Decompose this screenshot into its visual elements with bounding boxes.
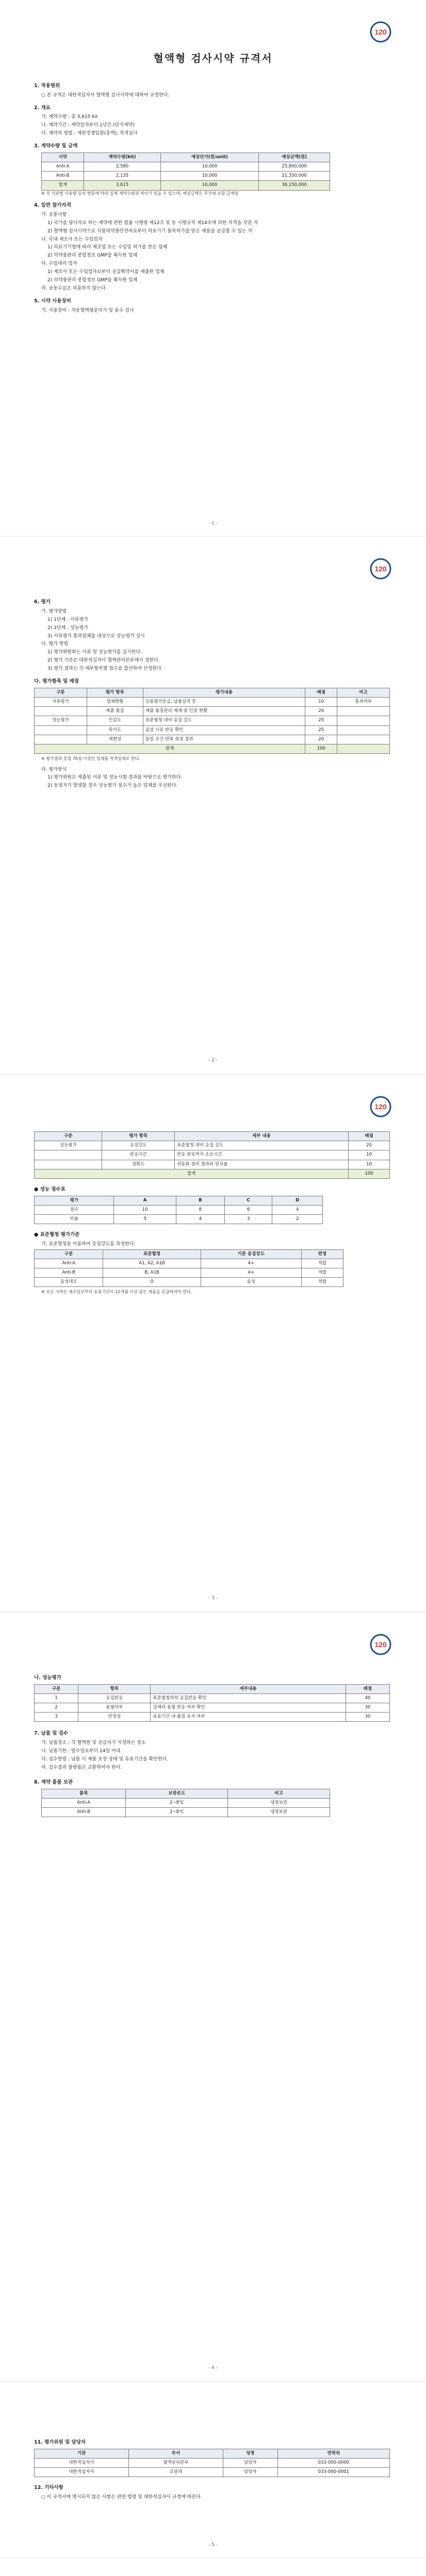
page2-content: [34, 594, 390, 791]
table-header: 성명: [223, 2449, 278, 2458]
table-row: [35, 1259, 343, 1268]
table-cell: 대한적십자사: [35, 2458, 129, 2467]
table-cell: 25: [305, 716, 337, 725]
table-header: 항목: [78, 1684, 151, 1693]
quantity-note: ※ 각 기관별 사용량 등의 변동에 따라 실제 계약수량과 차이가 있을 수 있으며, 예상금액은 부가세 포함 금액임: [41, 191, 239, 196]
method-line: 라. 평가방식: [41, 767, 67, 772]
table-cell: 신용평가등급, 납품실적 등: [143, 698, 305, 707]
table-cell: 100: [305, 744, 337, 753]
table-row: [35, 1693, 390, 1703]
table-cell: 2~8℃: [126, 1798, 228, 1807]
table-cell: 3,615: [84, 181, 160, 190]
table-cell: 담당자: [223, 2458, 278, 2467]
table-cell: 2: [35, 1703, 78, 1713]
table-cell: 4: [176, 1214, 224, 1224]
table-cell: 음성: [201, 1278, 301, 1287]
performance-table: [34, 1131, 390, 1179]
table-total-row: [35, 744, 390, 753]
table-cell: 20: [349, 1141, 390, 1150]
table-row: [42, 1807, 330, 1817]
table-header: 구분: [35, 688, 87, 697]
table-cell: 점수: [35, 1205, 114, 1214]
page-4: [0, 1613, 426, 2380]
svg-text:120: 120: [374, 565, 387, 573]
table-cell: 성능평가: [35, 716, 87, 725]
table-header: 비고: [337, 688, 390, 697]
table-row: [35, 725, 390, 735]
performance-list-table: [34, 1684, 390, 1722]
section-4-line: 1) 제조사 또는 수입업자로부터 공급확약서를 제출한 업체: [47, 269, 165, 275]
section-8-title: 8. 계약 물품 보관: [34, 1779, 73, 1785]
document-title: 혈액형 검사시약 규격서: [153, 52, 273, 64]
table-cell: 6: [224, 1205, 272, 1214]
page-5: [0, 2382, 426, 2576]
table-cell: 민감도: [87, 716, 143, 725]
section-4-title: 4. 일반 참가자격: [34, 202, 71, 208]
section-6-line: 3) 서류평가 통과업체를 대상으로 성능평가 실시: [47, 633, 145, 639]
table-cell: 혈액관리본부: [129, 2458, 223, 2467]
section-6-line: 가. 평가방법: [41, 608, 67, 614]
table-cell: 3: [224, 1214, 272, 1224]
section-5-title: 5. 시약 사용장비: [34, 298, 71, 304]
table-cell: 서류평가: [35, 698, 87, 707]
table-cell: 업체현황: [87, 698, 143, 707]
table-cell: [35, 707, 87, 716]
svg-text:120: 120: [374, 1640, 387, 1649]
section-2-line: 나. 계약기간 : 계약일자부터 1년간 (단가계약): [41, 123, 135, 128]
contact-title: 11. 평가위원 및 담당자: [34, 2439, 86, 2445]
table-cell: 2~8℃: [126, 1807, 228, 1817]
table-cell: 안정성: [78, 1713, 151, 1722]
section-12-title: 12. 기타사항: [34, 2485, 63, 2491]
table-cell: 통과여부: [337, 698, 390, 707]
table-cell: 적합: [301, 1268, 343, 1278]
table-header: 예상금액(원): [259, 152, 330, 162]
table-cell: [337, 707, 390, 716]
table-cell: 유효기간 내 품질 유지 여부: [151, 1713, 346, 1722]
table-cell: 음성대조: [35, 1278, 103, 1287]
page-number: - 1 -: [208, 521, 218, 526]
table-cell: 적합: [301, 1259, 343, 1268]
table-header: 표준혈청: [103, 1249, 201, 1259]
section-4-line: 1) 의료기기법에 따라 제조업 또는 수입업 허가를 받은 업체: [47, 245, 168, 250]
table-cell: 3: [35, 1713, 78, 1722]
table-header: 평가: [35, 1196, 114, 1205]
table-cell: 36,150,000: [259, 181, 330, 190]
table-cell: 재현성: [87, 735, 143, 744]
section-6-title: 6. 평가: [34, 599, 51, 605]
table-cell: 반응시간: [102, 1150, 175, 1160]
table-cell: 100: [349, 1169, 390, 1178]
table-header: 시약: [42, 152, 84, 162]
table-total-row: [42, 181, 330, 190]
table-cell: 정확도: [102, 1160, 175, 1169]
section-4-line: 라. 공동수급은 허용하지 않는다.: [41, 286, 107, 292]
table-cell: 20: [305, 707, 337, 716]
table-header: 구분: [35, 1684, 78, 1693]
table-cell: 음성 시료 반응 확인: [143, 725, 305, 735]
section-7-line: 라. 검수결과 불량품은 교환하여야 한다.: [41, 1765, 122, 1770]
table-cell: 대한적십자사: [35, 2468, 129, 2477]
page5-content: [34, 2434, 390, 2502]
section-4-line: 1) 국가를 당사자로 하는 계약에 관한 법률 시행령 제12조 및 동 시행규칙 제14조에 의한 자격을 갖춘 자: [47, 220, 258, 226]
table-cell: 제품 품질: [87, 707, 143, 716]
table-row: [42, 1798, 330, 1807]
table-cell: [35, 725, 87, 735]
page-number: - 5 -: [208, 2543, 218, 2548]
table-cell: [35, 1150, 102, 1160]
table-header: A: [114, 1196, 176, 1205]
table-cell: 10: [349, 1150, 390, 1160]
table-cell: 2: [272, 1214, 323, 1224]
table-cell: 제품 품질관리 체계 및 인증 현황: [143, 707, 305, 716]
table-cell: Anti-B: [42, 172, 84, 181]
score-title: ● 성능 점수표: [34, 1186, 65, 1192]
table-cell: Anti-A: [35, 1259, 103, 1268]
table-cell: [35, 1160, 102, 1169]
standard-title: ● 표준혈청 평가기준: [34, 1232, 80, 1238]
section-6-line: 2) 평가 기준은 대한적십자사 혈액관리본부에서 정한다.: [47, 658, 160, 664]
standard-subtitle: 가. 표준혈청을 이용하여 응집강도를 측정한다.: [41, 1241, 136, 1247]
table-cell: 4+: [201, 1268, 301, 1278]
table-cell: 특이도: [87, 725, 143, 735]
svg-text:120: 120: [374, 28, 387, 36]
table-cell: 용혈여부: [78, 1703, 151, 1713]
table-cell: 냉장보관: [228, 1798, 330, 1807]
table-total-row: [35, 1169, 390, 1178]
table-cell: 자동화 장비 결과와 일치율: [174, 1160, 348, 1169]
table-row: [42, 172, 330, 181]
table-row: [35, 1205, 323, 1214]
table-cell: O: [103, 1278, 201, 1287]
section-4-line: 2) 의약품관리 종합정보 GMP를 획득한 업체: [47, 253, 138, 259]
table-cell: 표준혈청 대비 응집 강도: [174, 1141, 348, 1150]
logo: [369, 21, 392, 43]
table-header: 예상단가(원/unit): [160, 152, 259, 162]
table-row: [35, 1141, 390, 1150]
table-header: C: [224, 1196, 272, 1205]
section-7-title: 7. 납품 및 검수: [34, 1731, 69, 1737]
table-cell: 냉장보관: [228, 1807, 330, 1817]
table-header: 보관온도: [126, 1789, 228, 1798]
table-header: 기준 응집강도: [201, 1249, 301, 1259]
page-1: [0, 0, 426, 536]
table-row: [35, 716, 390, 725]
table-header: B: [176, 1196, 224, 1205]
table-cell: 033-000-0001: [277, 2468, 389, 2477]
section-4-line: 나. 국내 제조사 또는 수입업자: [41, 236, 103, 242]
table-cell: 반응 완료까지 소요시간: [174, 1150, 348, 1160]
table-header: 연락처: [277, 2449, 389, 2458]
table-cell: 2,580: [84, 162, 160, 172]
method-line: 2) 동점자가 발생할 경우 성능평가 점수가 높은 업체를 우선한다.: [47, 783, 178, 789]
table-cell: Anti-A: [42, 1798, 126, 1807]
table-cell: 10,000: [160, 172, 259, 181]
section-4-line: 다. 수입대리 업자: [41, 261, 77, 267]
table-cell: 25,800,000: [259, 162, 330, 172]
table-cell: 표준혈청 대비 응집 강도: [143, 716, 305, 725]
table-row: [35, 1160, 390, 1169]
table-cell: 25: [305, 725, 337, 735]
page-3: [0, 1075, 426, 1611]
table-cell: Anti-B: [35, 1268, 103, 1278]
table-header: 평가 항목: [87, 688, 143, 697]
table-header: 배점: [305, 688, 337, 697]
table-row: [35, 2458, 390, 2467]
performance-list-title: 나. 성능평가: [34, 1675, 61, 1681]
table-header: 평가 항목: [102, 1132, 175, 1141]
section-6-line: 1) 평가위원회는 서류 및 성능평가를 실시한다.: [47, 650, 142, 655]
page-separator: [0, 2557, 426, 2558]
section-6-line: 나. 평가 방법: [41, 641, 69, 647]
section-5-text: 가. 사용장비 : 자동혈액형분석기 및 용수 검사: [41, 308, 134, 313]
page-number: - 2 -: [208, 1058, 218, 1063]
table-cell: 조달과: [129, 2468, 223, 2477]
section-6-line: 2) 2단계 : 성능평가: [47, 625, 88, 631]
standard-note: ※ 모든 시약은 제조일로부터 유효기간이 12개월 이상 남은 제품을 공급하여야 한다.: [41, 1290, 192, 1295]
section-7-line: 다. 검수방법 : 납품 시 제품 포장 상태 및 유효기간을 확인한다.: [41, 1757, 169, 1762]
table-header: 평가내용: [143, 688, 305, 697]
pass-note: ※ 평가결과 총점 70점 이상인 업체를 적격업체로 한다.: [41, 756, 140, 761]
table-row: [35, 1703, 390, 1713]
storage-table: [41, 1789, 330, 1818]
table-header: 품목: [42, 1789, 126, 1798]
table-cell: [35, 735, 87, 744]
contact-table: [34, 2449, 390, 2478]
evaluation-table: [34, 688, 390, 754]
page-number: - 3 -: [208, 1596, 218, 1601]
table-cell: 1: [35, 1693, 78, 1703]
table-row: [35, 698, 390, 707]
table-cell: 30: [346, 1703, 389, 1713]
method-line: 1) 평가위원은 제출된 서류 및 성능시험 결과를 바탕으로 평가한다.: [47, 775, 183, 781]
table-cell: 합계: [35, 1169, 349, 1178]
table-cell: 동일 조건 반복 측정 결과: [143, 735, 305, 744]
section-1-title: 1. 적용범위: [34, 83, 60, 89]
table-cell: 4: [272, 1205, 323, 1214]
table-cell: 40: [346, 1693, 389, 1703]
table-row: [35, 1150, 390, 1160]
svg-text:120: 120: [374, 1103, 387, 1111]
section-2-line: 다. 계약의 방법 : 제한경쟁입찰(총액), 적격심사: [41, 131, 138, 137]
table-cell: 응집강도: [102, 1141, 175, 1150]
table-cell: 응집반응: [78, 1693, 151, 1703]
evaluation-title: 다. 평가항목 및 배점: [34, 679, 79, 685]
table-cell: 2,135: [84, 172, 160, 181]
table-cell: 10: [305, 698, 337, 707]
table-cell: 10: [114, 1205, 176, 1214]
table-header: 구분: [35, 1132, 102, 1141]
table-cell: [337, 716, 390, 725]
section-3-title: 3. 계약수량 및 금액: [34, 143, 78, 149]
section-2-line: 가. 계약수량 : 총 3,615 kit: [41, 114, 98, 120]
page-number: - 4 -: [208, 2365, 218, 2370]
table-header: 배점: [349, 1132, 390, 1141]
page4-content: [34, 1669, 390, 1817]
table-cell: 20: [305, 735, 337, 744]
table-row: [35, 1268, 343, 1278]
table-cell: 30: [346, 1713, 389, 1722]
table-cell: A1, A2, A1B: [103, 1259, 201, 1268]
table-cell: [337, 725, 390, 735]
section-7-line: 가. 납품장소 : 각 혈액원 및 공급처가 지정하는 장소: [41, 1740, 146, 1746]
logo: [369, 1633, 392, 1656]
table-cell: 4+: [201, 1259, 301, 1268]
table-cell: 10,000: [160, 181, 259, 190]
table-cell: 10,000: [160, 162, 259, 172]
table-header: 계약수량(kit): [84, 152, 160, 162]
table-row: [35, 707, 390, 716]
table-header: 기관: [35, 2449, 129, 2458]
section-4-line: 2) 의약품관리 종합정보 GMP를 획득한 업체: [47, 278, 138, 283]
table-cell: 합계: [42, 181, 84, 190]
table-row: [35, 1713, 390, 1722]
table-header: 구분: [35, 1249, 103, 1259]
section-1-text: ○ 본 규격은 대한적십자사 혈액형 검사시약에 대하여 규정한다.: [41, 92, 170, 98]
section-4-line: 가. 공통사항: [41, 212, 67, 217]
table-header: 판정: [301, 1249, 343, 1259]
table-row: [35, 735, 390, 744]
table-header: 세부 내용: [174, 1132, 348, 1141]
table-row: [35, 1214, 323, 1224]
table-header: 세부내용: [151, 1684, 346, 1693]
page-2: [0, 537, 426, 1073]
table-cell: 033-000-0000: [277, 2458, 389, 2467]
score-table: [34, 1196, 323, 1225]
table-row: [42, 162, 330, 172]
table-cell: 합계: [35, 744, 305, 753]
table-header: 배점: [346, 1684, 389, 1693]
table-cell: 담당자: [223, 2468, 278, 2477]
page3-content: [34, 1131, 390, 1297]
table-header: 비고: [228, 1789, 330, 1798]
quantity-table: [41, 152, 330, 191]
table-cell: 비율: [35, 1214, 114, 1224]
table-cell: Anti-B: [42, 1807, 126, 1817]
logo: [369, 1095, 392, 1118]
section-4-line: 2) 혈액형 검사시약으로 식품의약품안전처로부터 의료기기 품목허가를 받은 제품을 공급할 수 있는 자: [47, 228, 253, 234]
section-2-title: 2. 개요: [34, 105, 51, 111]
table-row: [35, 2468, 390, 2477]
section-6-line: 3) 평가 결과는 각 세부항목별 점수를 합산하여 산정한다.: [47, 666, 163, 672]
section-7-line: 나. 납품기한 : 발주일로부터 14일 이내: [41, 1749, 121, 1754]
table-cell: 10: [349, 1160, 390, 1169]
table-cell: [337, 735, 390, 744]
table-cell: 8: [176, 1205, 224, 1214]
table-cell: 검체의 용혈 반응 여부 확인: [151, 1703, 346, 1713]
table-cell: [337, 744, 390, 753]
table-cell: 21,350,000: [259, 172, 330, 181]
table-header: 부서: [129, 2449, 223, 2458]
table-cell: 적합: [301, 1278, 343, 1287]
table-cell: B, A1B: [103, 1268, 201, 1278]
table-row: [35, 1278, 343, 1287]
page1-content: [34, 77, 390, 316]
logo: [369, 557, 392, 580]
table-cell: 표준혈청과의 응집반응 확인: [151, 1693, 346, 1703]
standard-table: [34, 1249, 343, 1287]
section-6-line: 1) 1단계 : 서류평가: [47, 617, 88, 622]
table-header: D: [272, 1196, 323, 1205]
table-cell: 성능평가: [35, 1141, 102, 1150]
table-cell: Anti-A: [42, 162, 84, 172]
section-12-text: ○ 이 규격서에 명시되지 않은 사항은 관련 법령 및 대한적십자사 규정에 따른다.: [41, 2494, 202, 2500]
table-cell: 5: [114, 1214, 176, 1224]
